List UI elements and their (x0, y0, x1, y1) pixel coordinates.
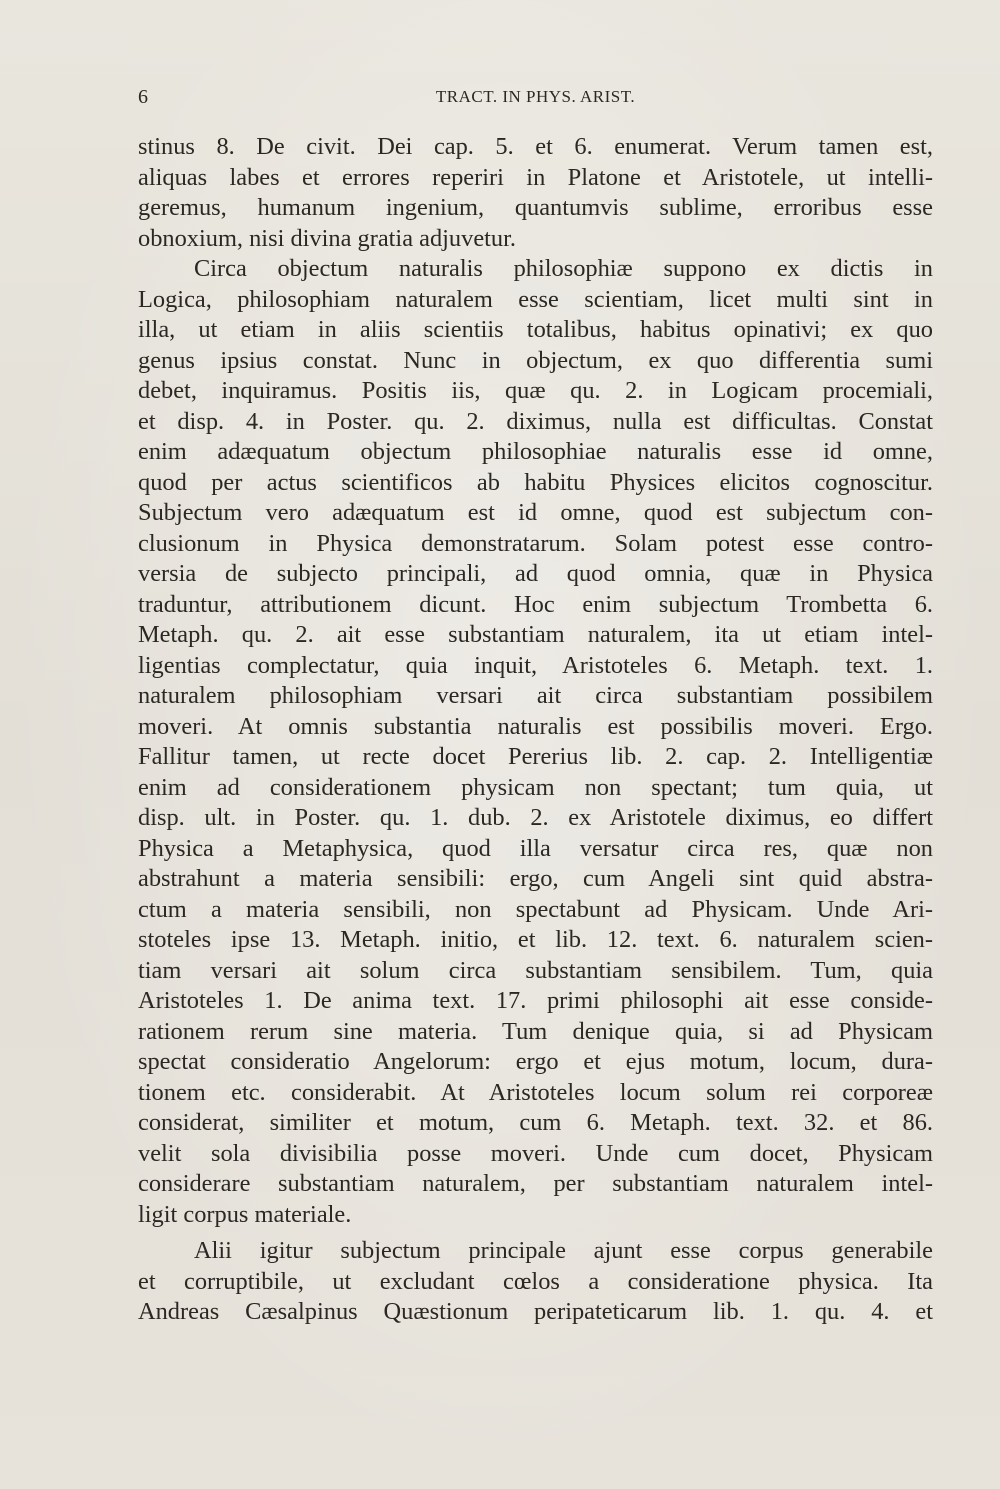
text-line: et disp. 4. in Poster. qu. 2. diximus, nulla est difficultas. Constat (138, 407, 933, 435)
text-line: disp. ult. in Poster. qu. 1. dub. 2. ex Aristotele diximus, eo differt (138, 804, 933, 831)
page-number: 6 (138, 86, 148, 108)
text-line: naturalem philosophiam versari ait circa substantiam possibilem (138, 682, 933, 709)
text-line: spectat consideratio Angelorum: ergo et ejus motum, locum, dura- (138, 1048, 933, 1075)
text-line: considerat, similiter et motum, cum 6. Metaph. text. 32. et 86. (138, 1109, 933, 1136)
text-line: obnoxium, nisi divina gratia adjuvetur. (138, 224, 516, 252)
text-line: moveri. At omnis substantia naturalis est possibilis moveri. Ergo. (138, 712, 933, 740)
text-line: ctum a materia sensibili, non spectabunt ad Physicam. Unde Ari- (138, 895, 933, 923)
text-line: considerare substantiam naturalem, per substantiam naturalem intel- (138, 1170, 933, 1197)
text-line: Andreas Cæsalpinus Quæstionum peripateticarum lib. 1. qu. 4. et (138, 1298, 933, 1325)
text-line: velit sola divisibilia posse moveri. Unde cum docet, Physicam (138, 1139, 933, 1167)
text-line: genus ipsius constat. Nunc in objectum, ex quo differentia sumi (138, 346, 933, 374)
text-line: aliquas labes et errores reperiri in Platone et Aristotele, ut intelli- (138, 163, 933, 191)
text-line: Fallitur tamen, ut recte docet Pererius lib. 2. cap. 2. Intelligentiæ (138, 743, 933, 770)
text-line: tionem etc. considerabit. At Aristoteles locum solum rei corporeæ (138, 1078, 933, 1106)
text-line: Logica, philosophiam naturalem esse scientiam, licet multi sint in (138, 285, 933, 313)
text-line: versia de subjecto principali, ad quod omnia, quæ in Physica (138, 560, 933, 587)
text-line: enim adæquatum objectum philosophiae naturalis esse id omne, (138, 438, 933, 465)
text-line: ligentias complectatur, quia inquit, Aristoteles 6. Metaph. text. 1. (138, 651, 933, 679)
body-text (138, 132, 933, 1328)
text-line: geremus, humanum ingenium, quantumvis sublime, erroribus esse (138, 194, 933, 221)
text-line: abstrahunt a materia sensibili: ergo, cum Angeli sint quid abstra- (138, 865, 933, 892)
text-line: tiam versari ait solum circa substantiam sensibilem. Tum, quia (138, 956, 933, 984)
text-line: illa, ut etiam in aliis scientiis totalibus, habitus opinativi; ex quo (138, 316, 933, 343)
running-head (138, 84, 933, 110)
text-line: quod per actus scientificos ab habitu Physices elicitos cognoscitur. (138, 468, 933, 496)
paragraph-first-line: Alii igitur subjectum principale ajunt esse corpus generabile (194, 1237, 933, 1264)
text-line: et corruptibile, ut excludant cœlos a consideratione physica. Ita (138, 1267, 933, 1295)
text-line: stinus 8. De civit. Dei cap. 5. et 6. enumerat. Verum tamen est, (138, 133, 933, 160)
text-line: clusionum in Physica demonstratarum. Solam potest esse contro- (138, 529, 933, 557)
text-line: Physica a Metaphysica, quod illa versatur circa res, quæ non (138, 834, 933, 862)
text-line: traduntur, attributionem dicunt. Hoc enim subjectum Trombetta 6. (138, 590, 933, 618)
text-line: debet, inquiramus. Positis iis, quæ qu. 2. in Logicam procemiali, (138, 377, 933, 404)
running-title: TRACT. IN PHYS. ARIST. (435, 87, 636, 106)
paragraph-first-line: Circa objectum naturalis philosophiæ suppono ex dictis in (194, 255, 933, 282)
text-line: Metaph. qu. 2. ait esse substantiam naturalem, ita ut etiam intel- (138, 621, 933, 648)
text-line: Aristoteles 1. De anima text. 17. primi philosophi ait esse conside- (138, 987, 933, 1014)
text-line: ligit corpus materiale. (138, 1200, 352, 1228)
text-line: enim ad considerationem physicam non spectant; tum quia, ut (138, 773, 933, 801)
text-line: stoteles ipse 13. Metaph. initio, et lib. 12. text. 6. naturalem scien- (138, 926, 933, 953)
text-line: rationem rerum sine materia. Tum denique quia, si ad Physicam (138, 1017, 933, 1045)
text-line: Subjectum vero adæquatum est id omne, quod est subjectum con- (138, 499, 933, 526)
